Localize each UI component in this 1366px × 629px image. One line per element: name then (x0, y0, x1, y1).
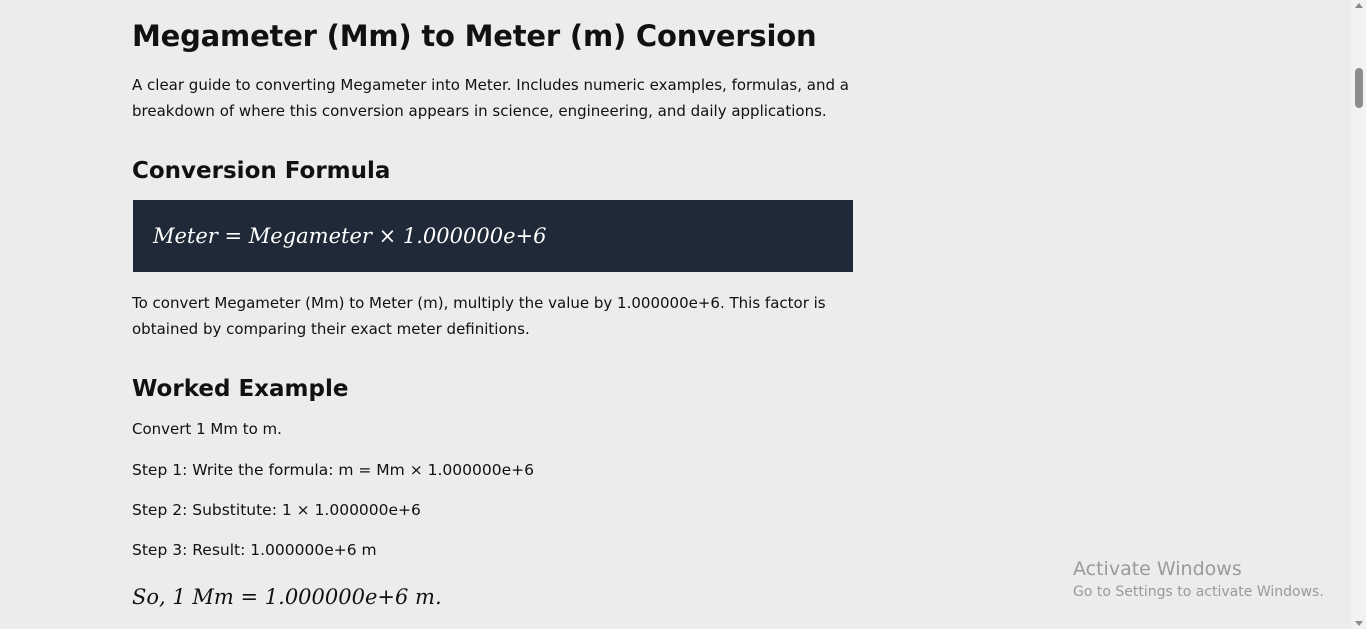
example-step-2: Step 2: Substitute: 1 × 1.000000e+6 (132, 501, 421, 519)
scroll-down-arrow-icon[interactable] (1355, 621, 1363, 626)
page-title: Megameter (Mm) to Meter (m) Conversion (132, 19, 817, 53)
intro-paragraph: A clear guide to converting Megameter into Meter. Includes numeric examples, formulas, and a breakdown of where this conversion appears in science, engineering, and daily applications. (132, 76, 849, 120)
formula-explanation: To convert Megameter (Mm) to Meter (m), multiply the value by 1.000000e+6. This factor is obtained by comparing their exact meter definitions. (132, 294, 826, 338)
formula-box (133, 200, 853, 272)
vertical-scrollbar[interactable] (1351, 0, 1366, 629)
example-heading: Worked Example (132, 376, 349, 402)
example-step-3: Step 3: Result: 1.000000e+6 m (132, 541, 377, 559)
example-prompt: Convert 1 Mm to m. (132, 420, 282, 438)
scrollbar-thumb[interactable] (1355, 68, 1363, 108)
activate-windows-watermark (1073, 558, 1324, 600)
example-result: So, 1 Mm = 1.000000e+6 m. (132, 585, 442, 609)
watermark-title: Activate Windows (1073, 558, 1242, 580)
formula-text: Meter = Megameter × 1.000000e+6 (153, 224, 547, 248)
example-step-1: Step 1: Write the formula: m = Mm × 1.000000e+6 (132, 461, 534, 479)
scroll-up-arrow-icon[interactable] (1355, 3, 1363, 8)
watermark-subtitle: Go to Settings to activate Windows. (1073, 584, 1324, 600)
formula-heading: Conversion Formula (132, 158, 391, 184)
